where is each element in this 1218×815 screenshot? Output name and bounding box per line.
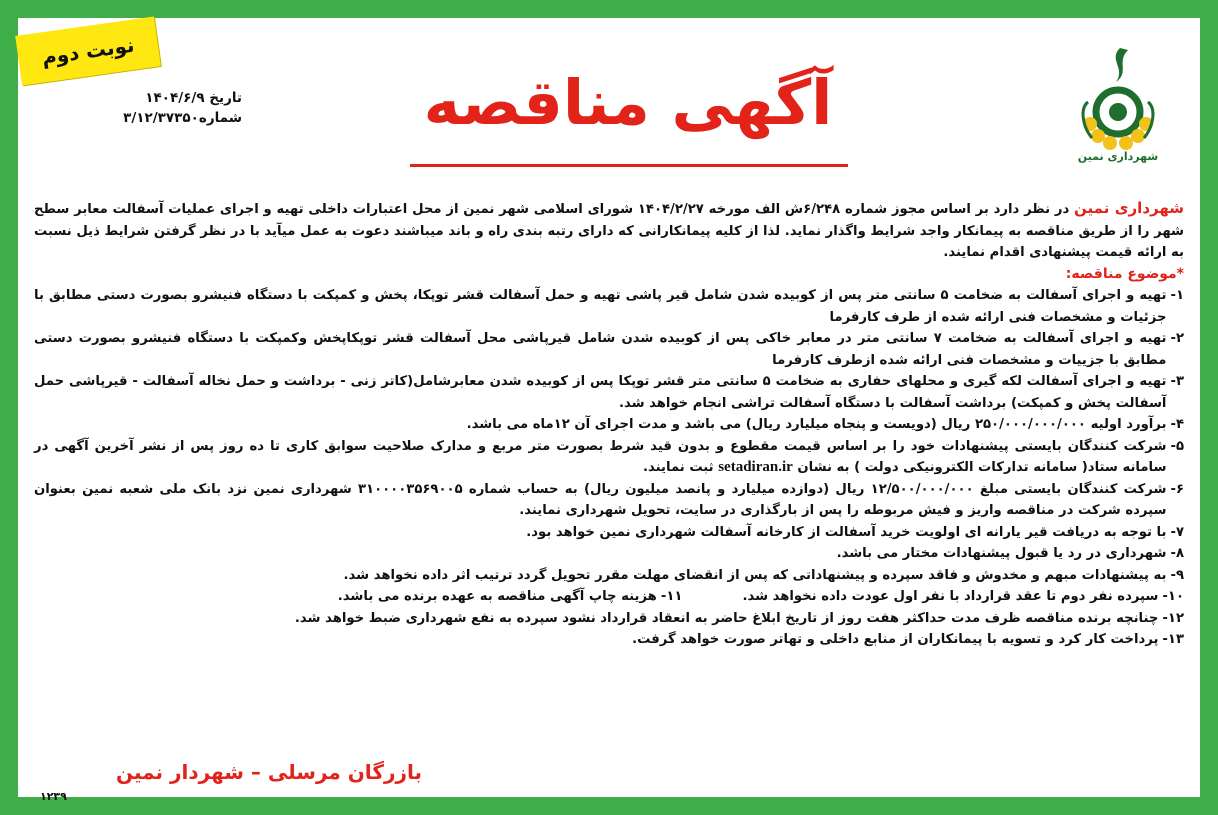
notice-paper bbox=[18, 18, 1200, 803]
item-text: پرداخت کار کرد و تسویه با پیمانکاران از منابع داخلی و تهاتر صورت خواهد گرفت. bbox=[632, 632, 1159, 647]
list-item bbox=[34, 608, 1184, 630]
title-underline bbox=[410, 164, 848, 167]
list-item bbox=[34, 414, 1184, 436]
item-text: تهیه و اجرای آسفالت به ضخامت ۵ سانتی متر پس از کوبیده شدن شامل قیر پاشی تهیه و حمل آسفالت قشر توپکا، پخش و کمپکت با دستگاه فنیشرو بصورت دستی مطابق با جزئیات و مشخصات فنی ارائه شده از طرف کارفرما bbox=[34, 288, 1167, 325]
list-item bbox=[34, 479, 1184, 522]
item-number: ۴- bbox=[1170, 417, 1184, 432]
item-text: چنانچه برنده مناقصه ظرف مدت حداکثر هفت روز از تاریخ ابلاغ حاضر به انعقاد قرارداد نشود سپرده به نفع شهرداری ضبط خواهد شد. bbox=[294, 610, 1159, 626]
outer-frame bbox=[8, 8, 1210, 807]
list-item bbox=[34, 629, 1184, 651]
list-item bbox=[34, 436, 1184, 479]
item-text: شرکت کنندگان بایستی مبلغ ۱۲/۵۰۰/۰۰۰/۰۰۰ ریال (دوازده میلیارد و پانصد میلیون ریال) به حساب شماره ۳۱۰۰۰۰۳۵۶۹۰۰۵ شهرداری نمین نزد بانک ملی شعبه نمین بعنوان سپرده شرکت در مناقصه واریز و فیش مربوطه را پس از بارگذاری در سایت، تحویل شهرداری نمایند. bbox=[34, 481, 1167, 518]
list-item bbox=[338, 586, 683, 608]
page-title: آگهی مناقصه bbox=[423, 66, 833, 139]
item-text: هزینه چاپ آگهی مناقصه به عهده برنده می باشد. bbox=[337, 589, 657, 604]
date-value: ۱۴۰۴/۶/۹ bbox=[145, 90, 205, 106]
logo-caption: شهرداری نمین bbox=[1077, 150, 1159, 163]
item-number: ۱۰- bbox=[1162, 589, 1184, 604]
intro-text: در نظر دارد بر اساس مجوز شماره ۶/۲۴۸ش الف مورخه ۱۴۰۴/۲/۲۷ شورای اسلامی شهر نمین از محل اعتبارات داخلی تهیه و اجرای عملیات آسفالت معابر سطح شهر را از طریق مناقصه به پیمانکار واجد شرایط واگذار نماید. لذا از کلیه پیمانکارانی که دارای رتبه بندی راه و باند میباشند دعوت به عمل میآید با در نظر گرفتن شرایط ذیل نسبت به ارائه قیمت پیشنهادی اقدام نمایند. bbox=[34, 202, 1184, 260]
list-item bbox=[34, 371, 1184, 414]
list-item bbox=[34, 522, 1184, 544]
items-10-11-row bbox=[34, 586, 1184, 608]
setad-website-link[interactable]: setadiran.ir bbox=[718, 459, 793, 475]
list-item bbox=[34, 565, 1184, 587]
item-text: تهیه و اجرای آسفالت لکه گیری و محلهای حفاری به ضخامت ۵ سانتی متر قشر توپکا پس از کوبیده شدن معابرشامل(کاتر زنی - برداشت و حمل نخاله آسفالت - قیرپاشی حمل آسفالت پخش و کمپکت) برداشت آسفالت با دستگاه آسفالت تراشی انجام خواهد شد. bbox=[34, 374, 1167, 411]
item-text-before: شرکت کنندگان بایستی پیشنهادات خود را بر اساس قیمت مقطوع و بدون قید شرط بصورت متر مربع و مدارک صلاحیت سوابق کاری تا ده روز پس از نشر آخرین آگهی در سامانه ستاد( سامانه تدارکات الکترونیکی دولت ) به نشان bbox=[34, 438, 1167, 475]
number-line bbox=[82, 108, 242, 128]
item-number: ۹- bbox=[1170, 567, 1184, 583]
item-text: با توجه به دریافت قیر یارانه ای اولویت خرید آسفالت از کارخانه آسفالت شهرداری نمین خواهد بود. bbox=[526, 524, 1167, 540]
number-value: ۳/۱۲/۳۷۳۵۰ bbox=[123, 110, 199, 126]
item-number: ۷- bbox=[1170, 524, 1184, 540]
item-text-after: ثبت نمایند. bbox=[643, 460, 714, 475]
item-number: ۱۲- bbox=[1162, 610, 1184, 626]
mayor-signature: بازرگان مرسلی – شهردار نمین bbox=[115, 760, 422, 784]
list-item bbox=[34, 328, 1184, 371]
item-number: ۶- bbox=[1170, 481, 1184, 497]
date-label: تاریخ bbox=[209, 90, 242, 106]
organization-name: شهرداری نمین bbox=[1074, 199, 1184, 217]
item-text: به پیشنهادات مبهم و مخدوش و فاقد سپرده و پیشنهاداتی که پس از انقضای مهلت مقرر تحویل گردد ترتیب اثر داده نخواهد شد. bbox=[343, 567, 1167, 583]
list-item bbox=[34, 543, 1184, 565]
list-item bbox=[34, 285, 1184, 328]
item-number: ۵- bbox=[1170, 438, 1184, 454]
number-label: شماره bbox=[198, 110, 242, 126]
date-line bbox=[82, 88, 242, 108]
section-title: *موضوع مناقصه: bbox=[1065, 265, 1184, 282]
item-number: ۱- bbox=[1170, 288, 1184, 303]
round-badge: نوبت دوم bbox=[15, 17, 161, 86]
item-number: ۳- bbox=[1170, 374, 1184, 389]
item-number: ۸- bbox=[1170, 546, 1184, 561]
item-number: ۱۱- bbox=[660, 589, 683, 604]
item-text: سپرده نفر دوم تا عقد قرارداد با نفر اول عودت داده نخواهد شد. bbox=[742, 589, 1159, 604]
item-text: شهرداری در رد یا قبول پیشنهادات مختار می باشد. bbox=[836, 546, 1167, 561]
item-number: ۲- bbox=[1170, 331, 1184, 346]
item-text bbox=[34, 436, 1166, 479]
item-text: تهیه و اجرای آسفالت به ضخامت ۷ سانتی متر در معابر خاکی پس از کوبیده شدن شامل قیرپاشی محل آسفالت قشر توپکاپخش وکمپکت با دستگاه فنیشرو بصورت دستی مطابق با جزییات و مشخصات فنی ارائه شده ازطرف کارفرما bbox=[34, 331, 1167, 368]
notice-body bbox=[34, 198, 1184, 651]
notice-meta bbox=[82, 88, 242, 128]
intro-paragraph bbox=[34, 198, 1184, 264]
ad-code: ۱۲۳۹ bbox=[40, 790, 67, 803]
item-number: ۱۳- bbox=[1162, 632, 1184, 647]
item-text: برآورد اولیه ۲۵۰/۰۰۰/۰۰۰/۰۰۰ ریال (دویست و پنجاه میلیارد ریال) می باشد و مدت اجرای آن ۱۲ماه می باشد. bbox=[466, 417, 1167, 432]
list-item bbox=[742, 586, 1184, 608]
